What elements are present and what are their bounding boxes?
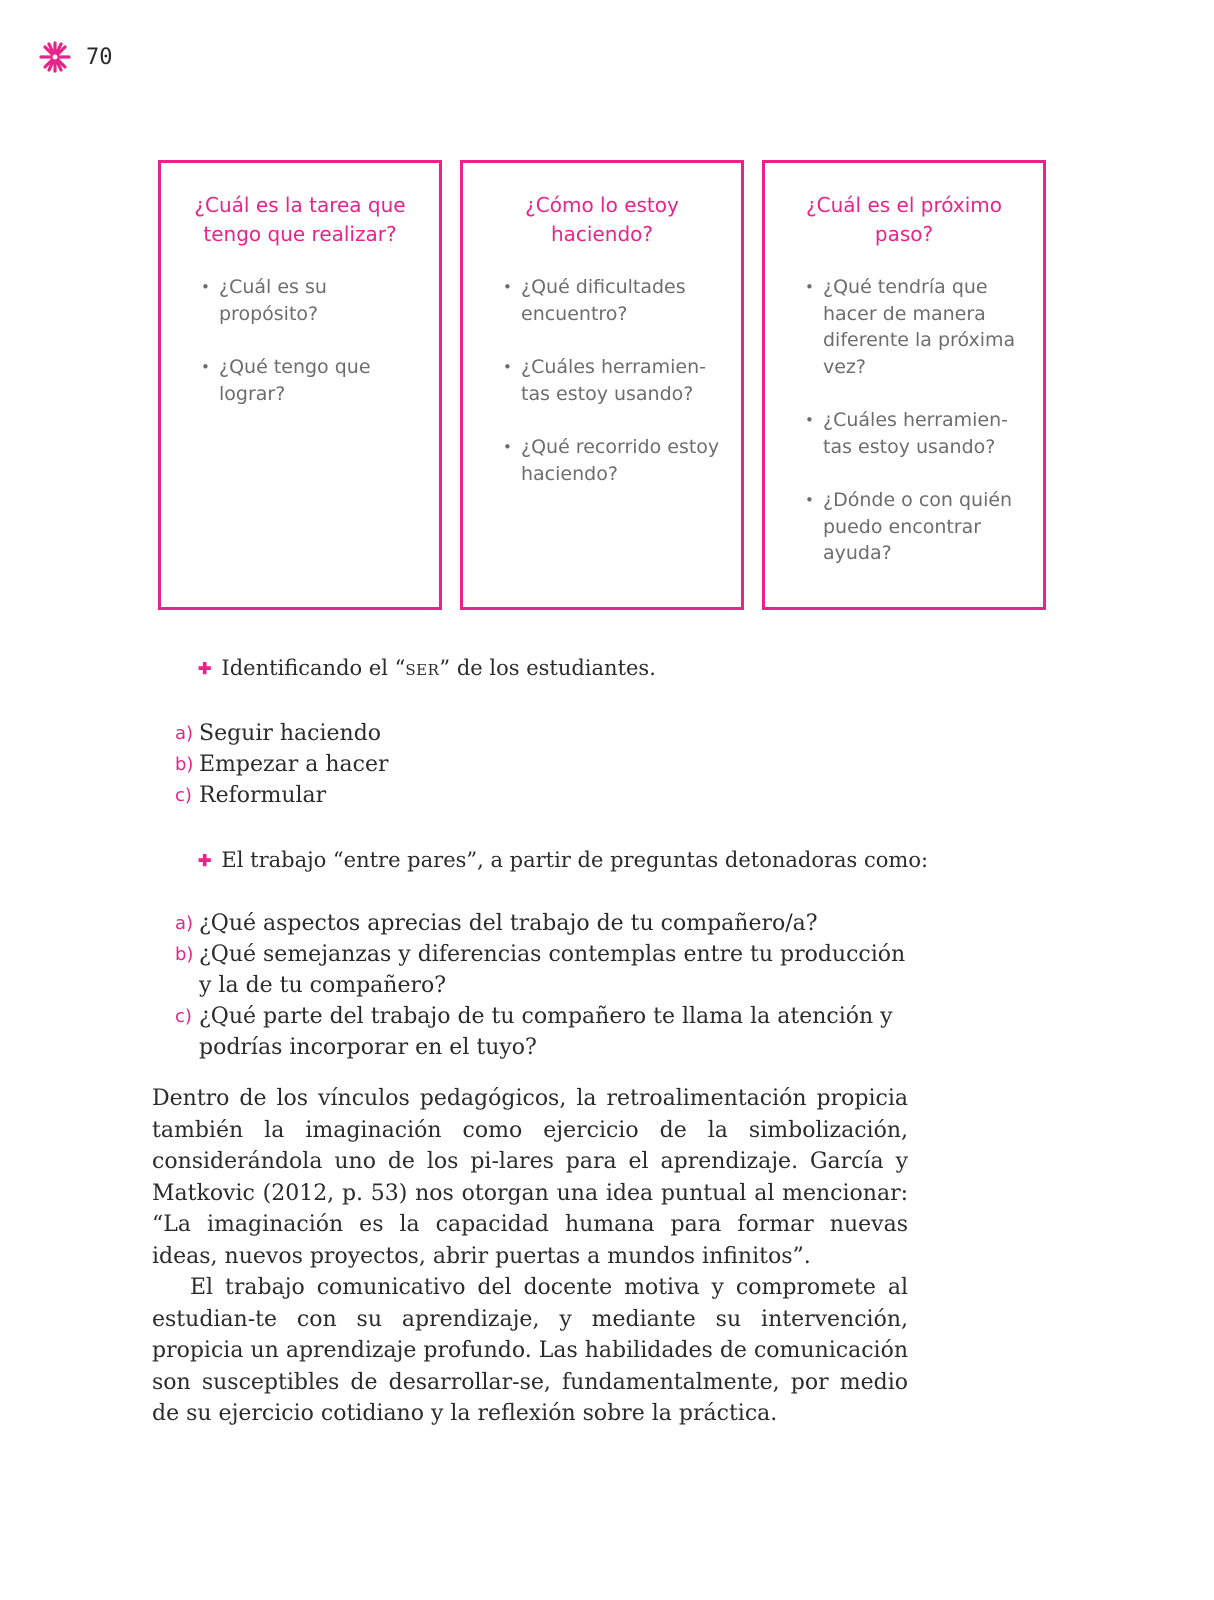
bullet-text: El trabajo “entre pares”, a partir de preguntas detonadoras como: — [221, 848, 929, 872]
list-item: • ¿Cuáles herramien-tas estoy usando? — [805, 407, 1023, 460]
asterisk-star-icon — [38, 40, 72, 74]
box-list — [785, 274, 1023, 567]
box-title: ¿Cuál es la tarea que tengo que realizar? — [194, 193, 406, 246]
section-bullet — [198, 656, 656, 680]
paragraph: El trabajo comunicativo del docente motiva y compromete al estudian-te con su aprendizaje, y mediante su intervención, propicia un aprendizaje profundo. Las habilidades de comunicación son susceptibles de desarrollar-se, fundamentalmente, por medio de su ejercicio cotidiano y la reflexión sobre la práctica. — [152, 1275, 908, 1426]
list-item: a) Seguir haciendo — [175, 718, 389, 749]
question-boxes — [158, 160, 1062, 614]
plus-bullet-icon: ✚ — [198, 658, 212, 678]
list-item: • ¿Cuáles herramien-tas estoy usando? — [503, 354, 721, 407]
section-bullet — [198, 848, 928, 872]
list-item: • ¿Qué tengo que lograr? — [201, 354, 419, 407]
list-marker: b) — [175, 944, 194, 965]
list-item: • ¿Qué recorrido estoy haciendo? — [503, 434, 721, 487]
list-item: c) ¿Qué parte del trabajo de tu compañero te llama la atención y podrías incorporar en el tuyo? — [175, 1001, 915, 1063]
next-step-box — [762, 160, 1046, 610]
body-text — [152, 1083, 908, 1430]
options-list — [175, 718, 389, 811]
list-marker: b) — [175, 754, 194, 775]
list-item: • ¿Qué tendría que hacer de manera diferente la próxima vez? — [805, 274, 1023, 380]
box-title: ¿Cómo lo estoy haciendo? — [525, 193, 679, 246]
list-marker: a) — [175, 723, 194, 744]
bullet-text: Identificando el “SER” de los estudiantes. — [221, 656, 656, 680]
list-item: • ¿Cuál es su propósito? — [201, 274, 419, 327]
paragraph: Dentro de los vínculos pedagógicos, la retroalimentación propicia también la imaginación como ejercicio de la simbolización, considerándola uno de los pi-lares para el aprendizaje. García y Matkovic (2012, p. 53) nos otorgan una idea puntual al mencionar: “La imaginación es la capacidad humana para formar nuevas ideas, nuevos proyectos, abrir puertas a mundos infinitos”. — [152, 1086, 908, 1269]
progress-box — [460, 160, 744, 610]
list-item: a) ¿Qué aspectos aprecias del trabajo de tu compañero/a? — [175, 908, 915, 939]
list-marker: a) — [175, 913, 194, 934]
list-item: c) Reformular — [175, 780, 389, 811]
box-list — [483, 274, 721, 487]
list-marker: c) — [175, 1006, 192, 1027]
page-header — [38, 40, 113, 74]
list-item: b) Empezar a hacer — [175, 749, 389, 780]
list-marker: c) — [175, 785, 192, 806]
task-box — [158, 160, 442, 610]
page-number: 70 — [86, 44, 113, 70]
questions-list — [175, 908, 915, 1063]
list-item: • ¿Dónde o con quién puedo encontrar ayuda? — [805, 487, 1023, 567]
list-item: • ¿Qué dificultades encuentro? — [503, 274, 721, 327]
list-item: b) ¿Qué semejanzas y diferencias contemplas entre tu producción y la de tu compañero? — [175, 939, 915, 1001]
box-list — [181, 274, 419, 407]
plus-bullet-icon: ✚ — [198, 850, 212, 870]
box-title: ¿Cuál es el próximo paso? — [806, 193, 1002, 246]
